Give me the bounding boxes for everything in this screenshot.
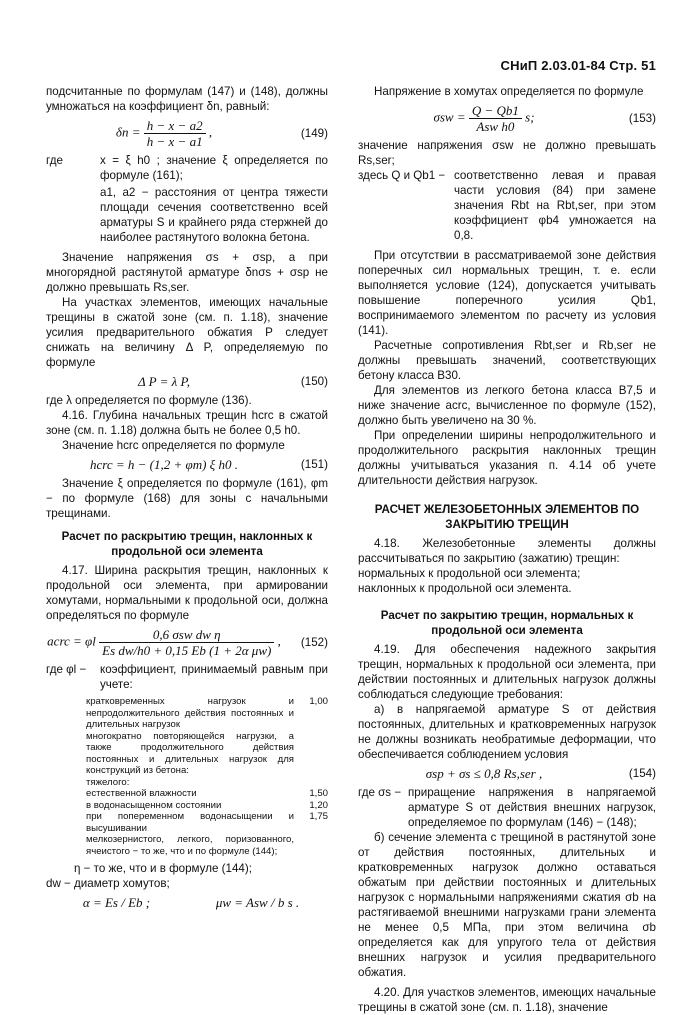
paragraph: 4.16. Глубина начальных трещин hcrc в сжатой зоне (см. п. 1.18) должна быть не более 0,5 h0.: [46, 409, 328, 437]
paragraph: 4.20. Для участков элементов, имеющих начальные трещины в сжатой зоне (см. п. 1.18), значение: [358, 986, 656, 1014]
coefficient-list: [86, 696, 328, 857]
paragraph: 4.19. Для обеспечения надежного закрытия трещин, нормальных к продольной оси элемента, при действии постоянных и длительных нагрузок должны соблюдаться следующие требования:: [358, 643, 656, 701]
formula-number: (152): [300, 636, 328, 649]
formula-149: [46, 118, 328, 149]
definition-text: значение ξ определяется по формуле (161);: [100, 154, 328, 182]
formula-body: σsp + σs ≤ 0,8 Rs,ser ,: [425, 766, 543, 781]
paragraph: Значение напряжения σs + σsp, а при многорядной растянутой арматуре δnσs + σsp не должно превышать Rs,ser.: [46, 251, 328, 294]
formula-154: [358, 766, 656, 781]
paragraph: значение напряжения σsw не должно превышать Rs,ser;: [358, 139, 656, 167]
list-item: мелкозернистого, легкого, поризованного, ячеистого − то же, что и по формуле (144);: [86, 834, 294, 857]
where-label: где: [46, 154, 63, 167]
where-label: здесь Q и Qb1 −: [358, 169, 446, 182]
definitions: [358, 168, 656, 243]
formula-153: [358, 103, 656, 134]
paragraph: На участках элементов, имеющих начальные трещины в сжатой зоне (см. п. 1.18), значение усилия предварительного обжатия P следует снижать на величину Δ P, определяемую по формуле: [46, 296, 328, 369]
where-label: где σs −: [358, 786, 402, 799]
formula-body: Δ P = λ P,: [137, 374, 191, 389]
fraction: [469, 103, 522, 134]
list-item: кратковременных нагрузок и непродолжительного действия постоянных и длительных нагрузок 1,00: [86, 696, 328, 730]
formula-body: hcrc = h − (1,2 + φm) ξ h0 .: [90, 457, 238, 472]
definition-text: расстояния от центра тяжести площади сечения соответственно всей арматуры S и крайнего ряда стержней до наиболее растянутого волокна бетона.: [100, 186, 328, 244]
definitions: [46, 662, 328, 692]
formula-number: (153): [628, 112, 656, 125]
numerator: 0,6 σsw dw η: [99, 627, 274, 643]
left-column: [46, 84, 328, 914]
numerator: Q − Qb1: [469, 103, 522, 119]
formula-body: μw = Asw / b s .: [215, 895, 300, 910]
list-item: многократно повторяющейся нагрузки, а также продолжительного действия постоянных и длительных нагрузок для конструкций из бетона:: [86, 730, 294, 776]
denominator: Asw h0: [476, 119, 515, 134]
formula-lhs: δn =: [115, 124, 141, 140]
section-heading: РАСЧЕТ ЖЕЛЕЗОБЕТОННЫХ ЭЛЕМЕНТОВ ПО ЗАКРЫТИЮ ТРЕЩИН: [374, 503, 640, 531]
denominator: Es dw/h0 + 0,15 Eb (1 + 2α μw): [102, 643, 272, 658]
paragraph: Напряжение в хомутах определяется по формуле: [374, 85, 644, 98]
formula-tail: ,: [277, 633, 281, 649]
list-item: естественной влажности 1,50: [86, 788, 328, 799]
where-label: где φl −: [46, 663, 87, 676]
formula-alpha: [46, 895, 328, 910]
definitions: [46, 153, 328, 245]
formula-lhs: acrc = φl: [47, 633, 96, 649]
formula-number: (150): [300, 375, 328, 388]
paragraph: Для элементов из легкого бетона класса В7,5 и ниже значение acrc, вычисленное по формуле (152), должно быть увеличено на 30 %.: [358, 384, 656, 427]
numerator: h − x − a2: [144, 118, 206, 134]
fraction: [99, 627, 274, 658]
formula-tail: ,: [208, 124, 213, 140]
formula-tail: s;: [525, 109, 535, 125]
right-column: [358, 84, 656, 1015]
paragraph: б) сечение элемента с трещиной в растянутой зоне от действия постоянных, длительных и кратковременных нагрузок должно оставаться обжатым при действии постоянных и длительных нагрузок с нормальными напряжениями сжатия σb на растягиваемой внешними нагрузками грани элемента не менее 0,5 МПа, при этом величина σb определяется как для упругого тела от действия внешних нагрузок и усилия предварительного обжатия.: [358, 831, 656, 979]
formula-lhs: σsw =: [433, 109, 466, 125]
definition-term: x = ξ h0 ;: [100, 154, 160, 167]
section-heading: Расчет по раскрытию трещин, наклонных к продольной оси элемента: [61, 530, 313, 558]
definition-text: соответственно левая и правая части условия (84) при замене значения Rbt на Rbt,ser, при этом коэффициент φb4 умножается на 0,8.: [454, 169, 656, 242]
formula-number: (149): [300, 127, 328, 140]
definitions: [358, 785, 656, 830]
paragraph: Расчетные сопротивления Rbt,ser и Rb,ser не должны превышать значений, соответствующих бетону класса В30.: [358, 339, 656, 382]
paragraph: При определении ширины непродолжительного и продолжительного раскрытия наклонных трещин должны учитываться указания п. 4.14 об учете длительности действия нагрузок.: [358, 429, 656, 487]
paragraph: Значение hcrc определяется по формуле: [62, 439, 285, 452]
formula-151: [46, 457, 328, 472]
list-item: в водонасыщенном состоянии 1,20: [86, 799, 328, 811]
paragraph: где λ определяется по формуле (136).: [46, 394, 252, 407]
formula-152: [46, 627, 328, 658]
formula-number: (151): [300, 458, 328, 471]
list-item: тяжелого:: [86, 776, 130, 788]
section-heading: Расчет по закрытию трещин, нормальных к продольной оси элемента: [380, 609, 634, 637]
formula-number: (154): [628, 767, 656, 780]
paragraph: Значение ξ определяется по формуле (161), φm − по формуле (168) для зоны с начальными трещинами.: [46, 477, 328, 520]
paragraph: 4.17. Ширина раскрытия трещин, наклонных к продольной оси элемента, при армировании хомутами, нормальными к продольной оси, должна определяться по формуле: [46, 564, 328, 622]
definition-text: коэффициент, принимаемый равным при учете:: [100, 663, 328, 691]
denominator: h − x − a1: [146, 134, 203, 149]
formula-body: α = Es / Eb ;: [82, 895, 151, 910]
formula-150: [46, 374, 328, 389]
definition-term: a1, a2 −: [100, 186, 149, 199]
paragraph: наклонных к продольной оси элемента.: [358, 582, 572, 595]
paragraph: нормальных к продольной оси элемента;: [358, 567, 581, 580]
paragraph: подсчитанные по формулам (147) и (148), должны умножаться на коэффициент δn, равный:: [46, 85, 328, 113]
paragraph: dw − диаметр хомутов;: [46, 877, 170, 890]
fraction: [144, 118, 206, 149]
paragraph: а) в напрягаемой арматуре S от действия постоянных, длительных и кратковременных нагрузок не должны возникать необратимые деформации, что обеспечивается соблюдением условия: [358, 703, 656, 761]
page-header: СНиП 2.03.01-84 Стр. 51: [500, 58, 656, 73]
paragraph: η − то же, что и в формуле (144);: [74, 862, 252, 875]
paragraph: 4.18. Железобетонные элементы должны рассчитываться по закрытию (зажатию) трещин:: [358, 537, 656, 565]
definition-text: приращение напряжения в напрягаемой арматуре S от действия внешних нагрузок, определяемое по формулам (146) − (148);: [408, 786, 656, 829]
list-item: при попеременном водонасыщении и высушивании 1,75: [86, 811, 328, 834]
paragraph: При отсутствии в рассматриваемой зоне действия поперечных сил нормальных трещин, т. е. если выполняется условие (124), допускается учитывать повышение поперечного усилия Qb1, воспринимаемого элементом по расчету из условия (141).: [358, 249, 656, 337]
